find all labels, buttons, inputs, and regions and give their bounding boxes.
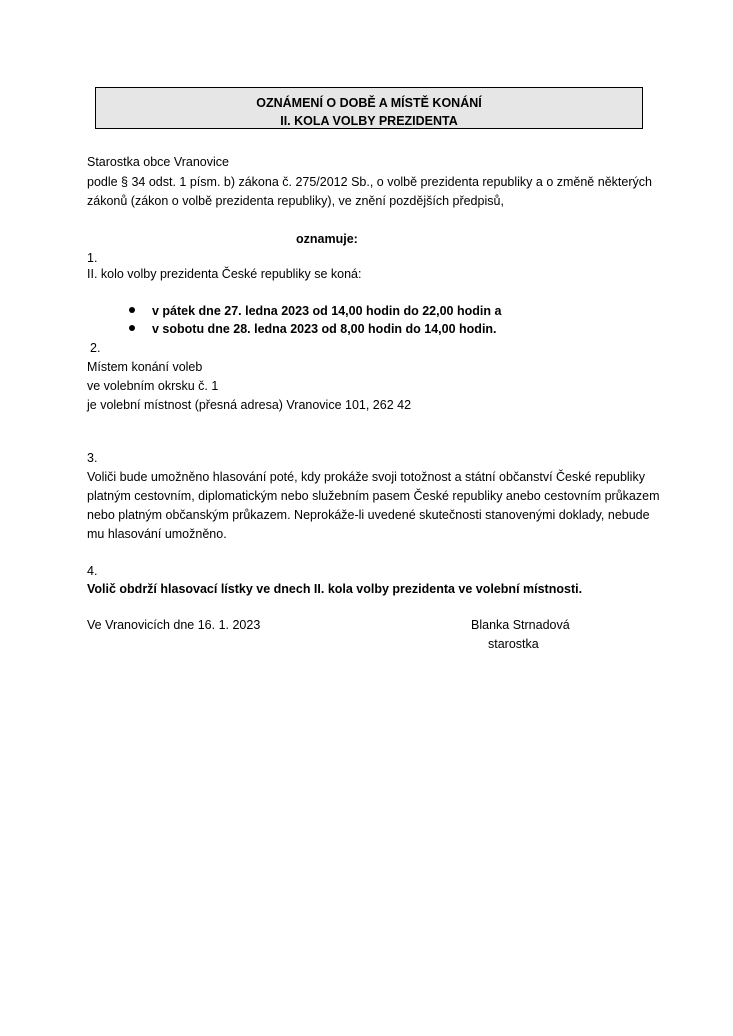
section-1-text: II. kolo volby prezidenta České republiky se koná: <box>87 267 362 281</box>
section-1-number: 1. <box>87 251 98 265</box>
section-2-line-3: je volební místnost (přesná adresa) Vranovice 101, 262 42 <box>87 398 412 412</box>
section-3-line-4: mu hlasování umožněno. <box>87 527 227 541</box>
section-4-number: 4. <box>87 564 98 578</box>
section-2-number: 2. <box>90 341 101 355</box>
intro-line-3: zákonů (zákon o volbě prezidenta republiky), ve znění pozdějších předpisů, <box>87 194 504 208</box>
section-3-line-3: nebo platným občanským průkazem. Neprokáže-li uvedené skutečnosti stanovenými doklady, nebude <box>87 508 650 522</box>
intro-line-2: podle § 34 odst. 1 písm. b) zákona č. 275/2012 Sb., o volbě prezidenta republiky a o změně některých <box>87 175 652 189</box>
section-3-line-2: platným cestovním, diplomatickým nebo služebním pasem České republiky anebo cestovním průkazem <box>87 489 660 503</box>
title-box <box>95 87 643 129</box>
place-date: Ve Vranovicích dne 16. 1. 2023 <box>87 618 261 632</box>
intro-line-1: Starostka obce Vranovice <box>87 155 229 169</box>
signer-name: Blanka Strnadová <box>471 618 570 632</box>
section-2-line-1: Místem konání voleb <box>87 360 203 374</box>
bullet-icon <box>129 325 135 331</box>
title-line-1: OZNÁMENÍ O DOBĚ A MÍSTĚ KONÁNÍ <box>256 96 482 110</box>
bullet-icon <box>129 307 135 313</box>
signer-title: starostka <box>488 637 539 651</box>
section-3-number: 3. <box>87 451 98 465</box>
section-3-line-1: Voliči bude umožněno hlasování poté, kdy prokáže svoji totožnost a státní občanství České republiky <box>87 470 645 484</box>
title-line-2: II. KOLA VOLBY PREZIDENTA <box>280 114 458 128</box>
bullet-item-1: v pátek dne 27. ledna 2023 od 14,00 hodin do 22,00 hodin a <box>152 304 502 318</box>
section-2-line-2: ve volebním okrsku č. 1 <box>87 379 219 393</box>
announces-heading: oznamuje: <box>296 232 358 246</box>
bullet-item-2: v sobotu dne 28. ledna 2023 od 8,00 hodin do 14,00 hodin. <box>152 322 497 336</box>
section-4-text: Volič obdrží hlasovací lístky ve dnech II. kola volby prezidenta ve volební místnosti. <box>87 582 583 596</box>
